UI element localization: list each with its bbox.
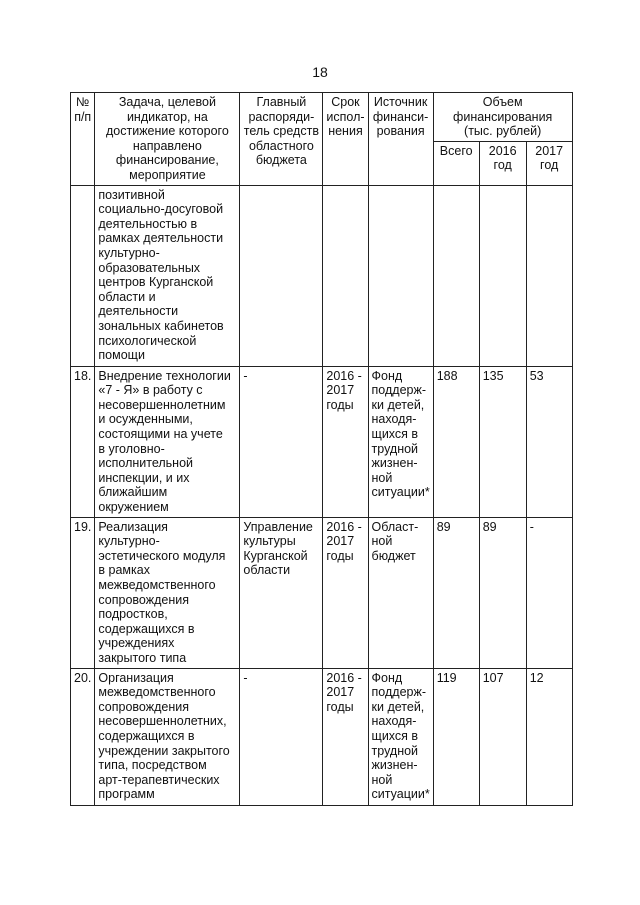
row-source: Фонд поддерж- ки детей, находя- щихся в трудной жизнен- ной ситуации* (368, 668, 433, 805)
row-source: Област- ной бюджет (368, 517, 433, 668)
row-num (71, 185, 95, 366)
row-num: 18. (71, 366, 95, 517)
row-task: позитивной социально-досуговой деятельностью в рамках деятельности культурно- образовательных центров Курганской области и деятельности зональных кабинетов психологической помощи (95, 185, 240, 366)
row-num: 19. (71, 517, 95, 668)
row-manager: Управление культуры Курганской области (240, 517, 323, 668)
row-2017: - (526, 517, 572, 668)
row-2016: 89 (479, 517, 526, 668)
header-volume: Объем финансирования (тыс. рублей) (433, 93, 572, 142)
header-source: Источник финанси- рования (368, 93, 433, 186)
row-term (323, 185, 368, 366)
row-total: 188 (433, 366, 479, 517)
row-term: 2016 - 2017 годы (323, 517, 368, 668)
row-manager (240, 185, 323, 366)
row-source (368, 185, 433, 366)
row-total: 119 (433, 668, 479, 805)
header-num: № п/п (71, 93, 95, 186)
table-row (71, 366, 573, 517)
row-2017: 53 (526, 366, 572, 517)
header-total: Всего (433, 141, 479, 185)
header-row (71, 93, 573, 142)
row-2017 (526, 185, 572, 366)
row-2016: 107 (479, 668, 526, 805)
header-2017: 2017 год (526, 141, 572, 185)
row-total (433, 185, 479, 366)
row-2016 (479, 185, 526, 366)
header-manager: Главный распоряди- тель средств областного бюджета (240, 93, 323, 186)
row-source: Фонд поддерж- ки детей, находя- щихся в трудной жизнен- ной ситуации* (368, 366, 433, 517)
row-task: Реализация культурно- эстетического модуля в рамках межведомственного сопровождения подростков, содержащихся в учреждениях закрытого типа (95, 517, 240, 668)
financing-table (70, 92, 573, 806)
row-2016: 135 (479, 366, 526, 517)
header-2016: 2016 год (479, 141, 526, 185)
table-row (71, 517, 573, 668)
row-total: 89 (433, 517, 479, 668)
row-task: Внедрение технологии «7 - Я» в работу с несовершеннолетним и осужденными, состоящими на учете в уголовно- исполнительной инспекции, и их ближайшим окружением (95, 366, 240, 517)
row-2017: 12 (526, 668, 572, 805)
page-number: 18 (312, 64, 328, 80)
header-term: Срок испол- нения (323, 93, 368, 186)
row-manager: - (240, 366, 323, 517)
header-task: Задача, целевой индикатор, на достижение которого направлено финансирование, мероприятие (95, 93, 240, 186)
table-row (71, 668, 573, 805)
row-task: Организация межведомственного сопровождения несовершеннолетних, содержащихся в учреждении закрытого типа, посредством арт-терапевтических программ (95, 668, 240, 805)
row-term: 2016 - 2017 годы (323, 366, 368, 517)
row-manager: - (240, 668, 323, 805)
table-row (71, 185, 573, 366)
row-term: 2016 - 2017 годы (323, 668, 368, 805)
row-num: 20. (71, 668, 95, 805)
